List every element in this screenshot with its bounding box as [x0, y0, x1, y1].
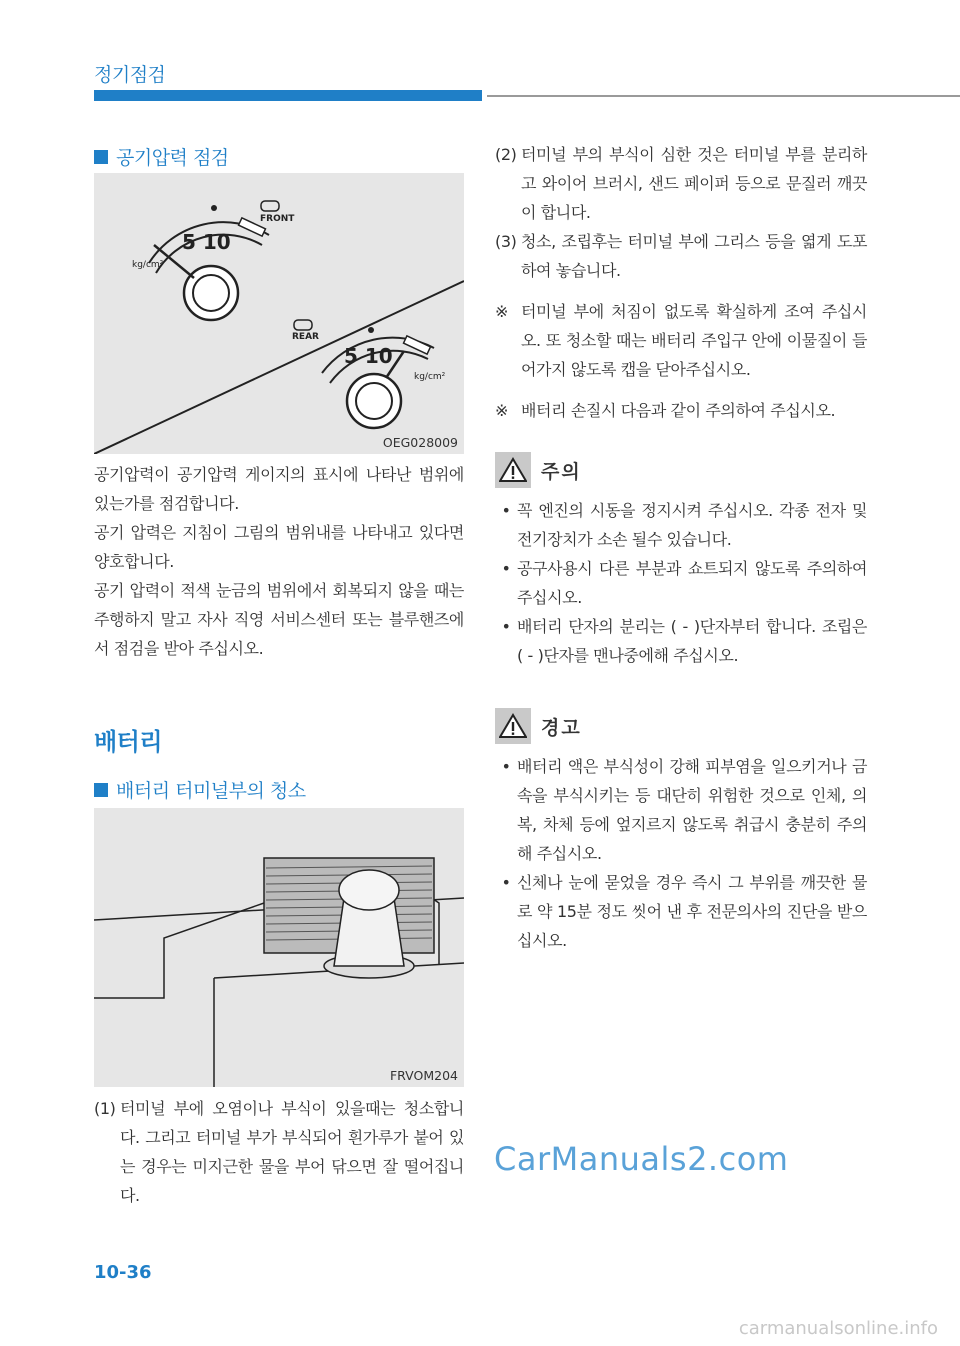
step-text: 터미널 부의 부식이 심한 것은 터미널 부를 분리하고 와이어 브러시, 샌드 페이퍼 등으로 문질러 깨끗이 합니다.: [521, 145, 867, 222]
paragraph: 공기 압력이 적색 눈금의 범위에서 회복되지 않을 때는 주행하지 말고 자사 직영 서비스센터 또는 블루핸즈에서 점검을 받아 주십시오.: [94, 581, 464, 658]
list-item: • 꼭 엔진의 시동을 정지시켜 주십시오. 각종 전자 및 전기장치가 소손 될수 있습니다.: [495, 496, 867, 554]
warning-label: 경고: [541, 716, 582, 739]
list-item: • 배터리 액은 부식성이 강해 피부염을 일으키거나 금속을 부식시키는 등 대단히 위험한 것으로 인체, 의복, 차체 등에 엎지르지 않도록 취급시 충분히 주의해 주십시오.: [495, 752, 867, 868]
step-number: (1): [94, 1099, 116, 1118]
caution-list: [495, 496, 867, 670]
figure-battery-terminal: [94, 808, 464, 1087]
note-mark: ※: [495, 302, 509, 321]
svg-text:5 10: 5 10: [182, 230, 231, 254]
section-air-pressure-title: [94, 143, 229, 170]
page-number: 10-36: [94, 1262, 152, 1283]
section-battery-terminal-title: [94, 776, 306, 803]
note-item: [495, 396, 867, 425]
caution-text: 꼭 엔진의 시동을 정지시켜 주십시오. 각종 전자 및 전기장치가 소손 될수 있습니다.: [517, 501, 867, 549]
note-text: 터미널 부에 처짐이 없도록 확실하게 조여 주십시오. 또 청소할 때는 배터리 주입구 안에 이물질이 들어가지 않도록 캡을 닫아주십시오.: [521, 302, 867, 379]
warning-list: [495, 752, 867, 955]
paragraph: 공기압력이 공기압력 게이지의 표시에 나타난 범위에 있는가를 점검합니다.: [94, 465, 464, 513]
svg-text:5 10: 5 10: [344, 344, 393, 368]
header-rule-gray: [487, 95, 960, 97]
list-item: [495, 227, 867, 285]
caution-text: 배터리 단자의 분리는 ( - )단자부터 합니다. 조립은 ( - )단자를 맨나중에해 주십시오.: [517, 617, 867, 665]
list-item: • 공구사용시 다른 부분과 쇼트되지 않도록 주의하여 주십시오.: [495, 554, 867, 612]
footer-site-watermark: carmanualsonline.info: [738, 1318, 938, 1339]
warning-header: [495, 708, 582, 744]
paragraph: 공기 압력은 지침이 그림의 범위내를 나타내고 있다면 양호합니다.: [94, 523, 464, 571]
terminal-cleaning-step-1: [94, 1094, 464, 1210]
header-rule-blue: [94, 90, 482, 101]
svg-text:REAR: REAR: [292, 332, 319, 342]
list-item: • 신체나 눈에 묻었을 경우 즉시 그 부위를 깨끗한 물로 약 15분 정도 씻어 낸 후 전문의사의 진단을 받으십시오.: [495, 868, 867, 955]
figure-air-gauges: [94, 173, 464, 454]
warning-text: 배터리 액은 부식성이 강해 피부염을 일으키거나 금속을 부식시키는 등 대단히 위험한 것으로 인체, 의복, 차체 등에 엎지르지 않도록 취급시 충분히 주의해 주십시오.: [517, 757, 867, 863]
note-mark: ※: [495, 401, 509, 420]
air-pressure-description: [94, 460, 464, 663]
warning-triangle-icon: [495, 708, 531, 744]
terminal-cleaning-steps: [495, 140, 867, 425]
figure-code: OEG028009: [382, 435, 458, 450]
square-bullet-icon: [94, 783, 108, 797]
note-item: [495, 297, 867, 384]
step-text: 청소, 조립후는 터미널 부에 그리스 등을 엷게 도포하여 놓습니다.: [521, 232, 867, 280]
warning-triangle-icon: [495, 452, 531, 488]
caution-header: [495, 452, 582, 488]
battery-heading: 배터리: [94, 728, 163, 756]
list-item: [495, 140, 867, 227]
step-text: 터미널 부에 오염이나 부식이 있을때는 청소합니다. 그리고 터미널 부가 부식되어 흰가루가 붙어 있는 경우는 미지근한 물을 부어 닦으면 잘 떨어집니다.: [120, 1099, 464, 1205]
caution-label: 주의: [541, 460, 582, 483]
section-title-text: 공기압력 점검: [116, 147, 229, 169]
step-number: (2): [495, 145, 517, 164]
svg-text:kg/cm²: kg/cm²: [132, 260, 164, 270]
step-number: (3): [495, 232, 517, 251]
caution-text: 공구사용시 다른 부분과 쇼트되지 않도록 주의하여 주십시오.: [517, 559, 867, 607]
watermark-carmanuals2: CarManuals2.com: [494, 1140, 789, 1178]
section-title-text: 배터리 터미널부의 청소: [116, 780, 306, 802]
svg-text:FRONT: FRONT: [260, 214, 295, 224]
header-title: 정기점검: [94, 64, 166, 86]
svg-text:kg/cm²: kg/cm²: [414, 372, 446, 382]
battery-terminal-illustration: [94, 808, 464, 1087]
note-text: 배터리 손질시 다음과 같이 주의하여 주십시오.: [521, 401, 836, 420]
list-item: • 배터리 단자의 분리는 ( - )단자부터 합니다. 조립은 ( - )단자를 맨나중에해 주십시오.: [495, 612, 867, 670]
square-bullet-icon: [94, 150, 108, 164]
air-gauge-illustration: [94, 173, 464, 454]
figure-code: FRVOM204: [389, 1068, 458, 1083]
warning-text: 신체나 눈에 묻었을 경우 즉시 그 부위를 깨끗한 물로 약 15분 정도 씻어 낸 후 전문의사의 진단을 받으십시오.: [517, 873, 867, 950]
